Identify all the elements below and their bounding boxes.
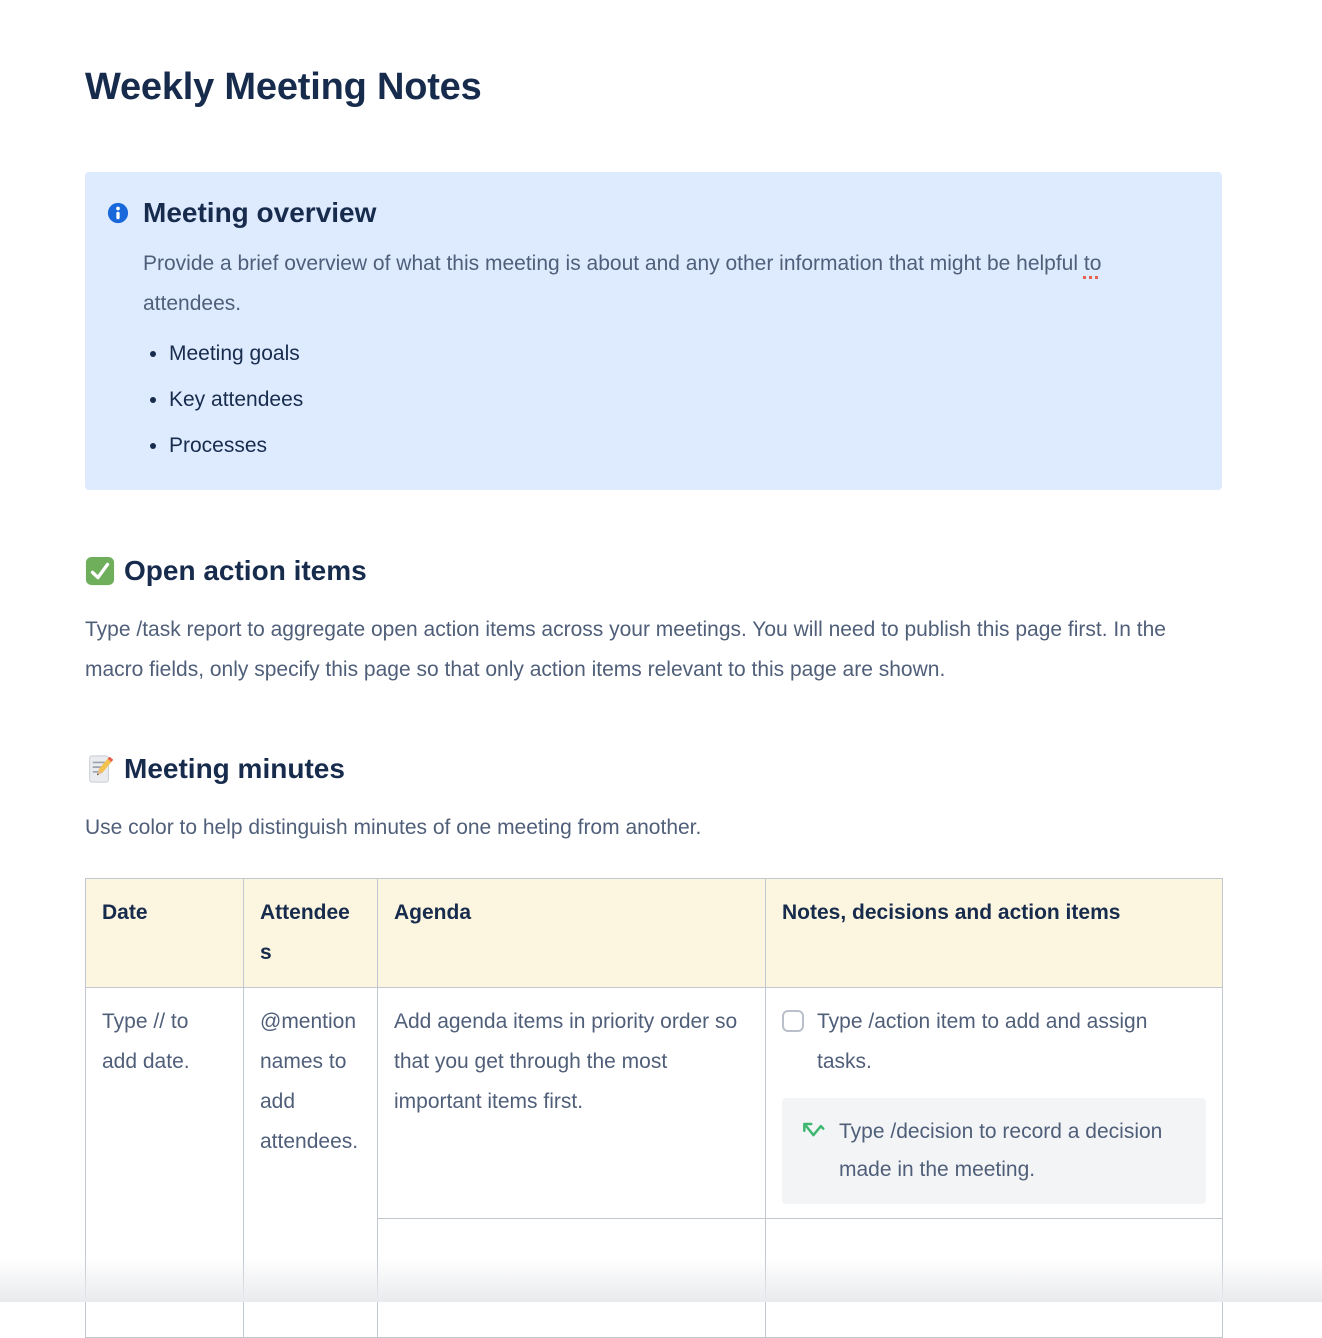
table-header-row — [86, 879, 1223, 988]
agenda-cell[interactable]: Add agenda items in priority order so that you get through the most important items first. — [378, 988, 766, 1219]
notes-column-header: Notes, decisions and action items — [766, 879, 1223, 988]
list-item: • Processes — [169, 426, 1198, 466]
open-action-items-description: Type /task report to aggregate open action items across your meetings. You will need to publish this page first. In the macro fields, only specify this page so that only action items relevant to this page are shown. — [85, 618, 1166, 681]
check-mark-button-emoji — [85, 556, 115, 586]
meeting-minutes-table — [85, 878, 1223, 1338]
meeting-minutes-heading-row — [85, 752, 1222, 786]
spellchecked-word: to — [1083, 252, 1102, 275]
task-checkbox[interactable] — [782, 1010, 804, 1032]
notes-cell-empty[interactable] — [766, 1219, 1223, 1338]
list-item: • Key attendees — [169, 380, 1198, 420]
action-item-row — [782, 1002, 1206, 1082]
panel-body — [143, 244, 1198, 466]
overview-bullet-list — [143, 334, 1198, 466]
panel-heading-row — [107, 196, 1198, 230]
table-row — [86, 988, 1223, 1219]
date-cell[interactable]: Type // to add date. — [86, 988, 244, 1338]
page-title: Weekly Meeting Notes — [85, 66, 482, 108]
description-before: Provide a brief overview of what this meeting is about and any other information that might be helpful — [143, 252, 1084, 275]
panel-description — [143, 244, 1198, 324]
action-item-text: Type /action item to add and assign tasks. — [817, 1010, 1148, 1073]
decision-icon — [800, 1119, 826, 1145]
meeting-minutes-description: Use color to help distinguish minutes of one meeting from another. — [85, 816, 702, 839]
open-action-items-heading-row — [85, 554, 1222, 588]
attendees-cell[interactable]: @mention names to add attendees. — [244, 988, 378, 1338]
description-after: attendees. — [143, 292, 242, 315]
info-icon — [107, 202, 129, 224]
memo-emoji — [85, 754, 115, 784]
decision-text: Type /decision to record a decision made in the meeting. — [839, 1120, 1163, 1181]
meeting-minutes-heading: Meeting minutes — [124, 753, 345, 784]
list-item: • Meeting goals — [169, 334, 1198, 374]
open-action-items-heading: Open action items — [124, 555, 367, 586]
attendees-column-header: Attendees — [244, 879, 378, 988]
decision-panel — [782, 1098, 1206, 1204]
notes-cell[interactable] — [766, 988, 1223, 1219]
agenda-column-header: Agenda — [378, 879, 766, 988]
date-column-header: Date — [86, 879, 244, 988]
agenda-cell-empty[interactable] — [378, 1219, 766, 1338]
meeting-overview-panel — [85, 172, 1222, 490]
page-content — [85, 0, 1222, 1338]
panel-heading: Meeting overview — [143, 197, 377, 228]
